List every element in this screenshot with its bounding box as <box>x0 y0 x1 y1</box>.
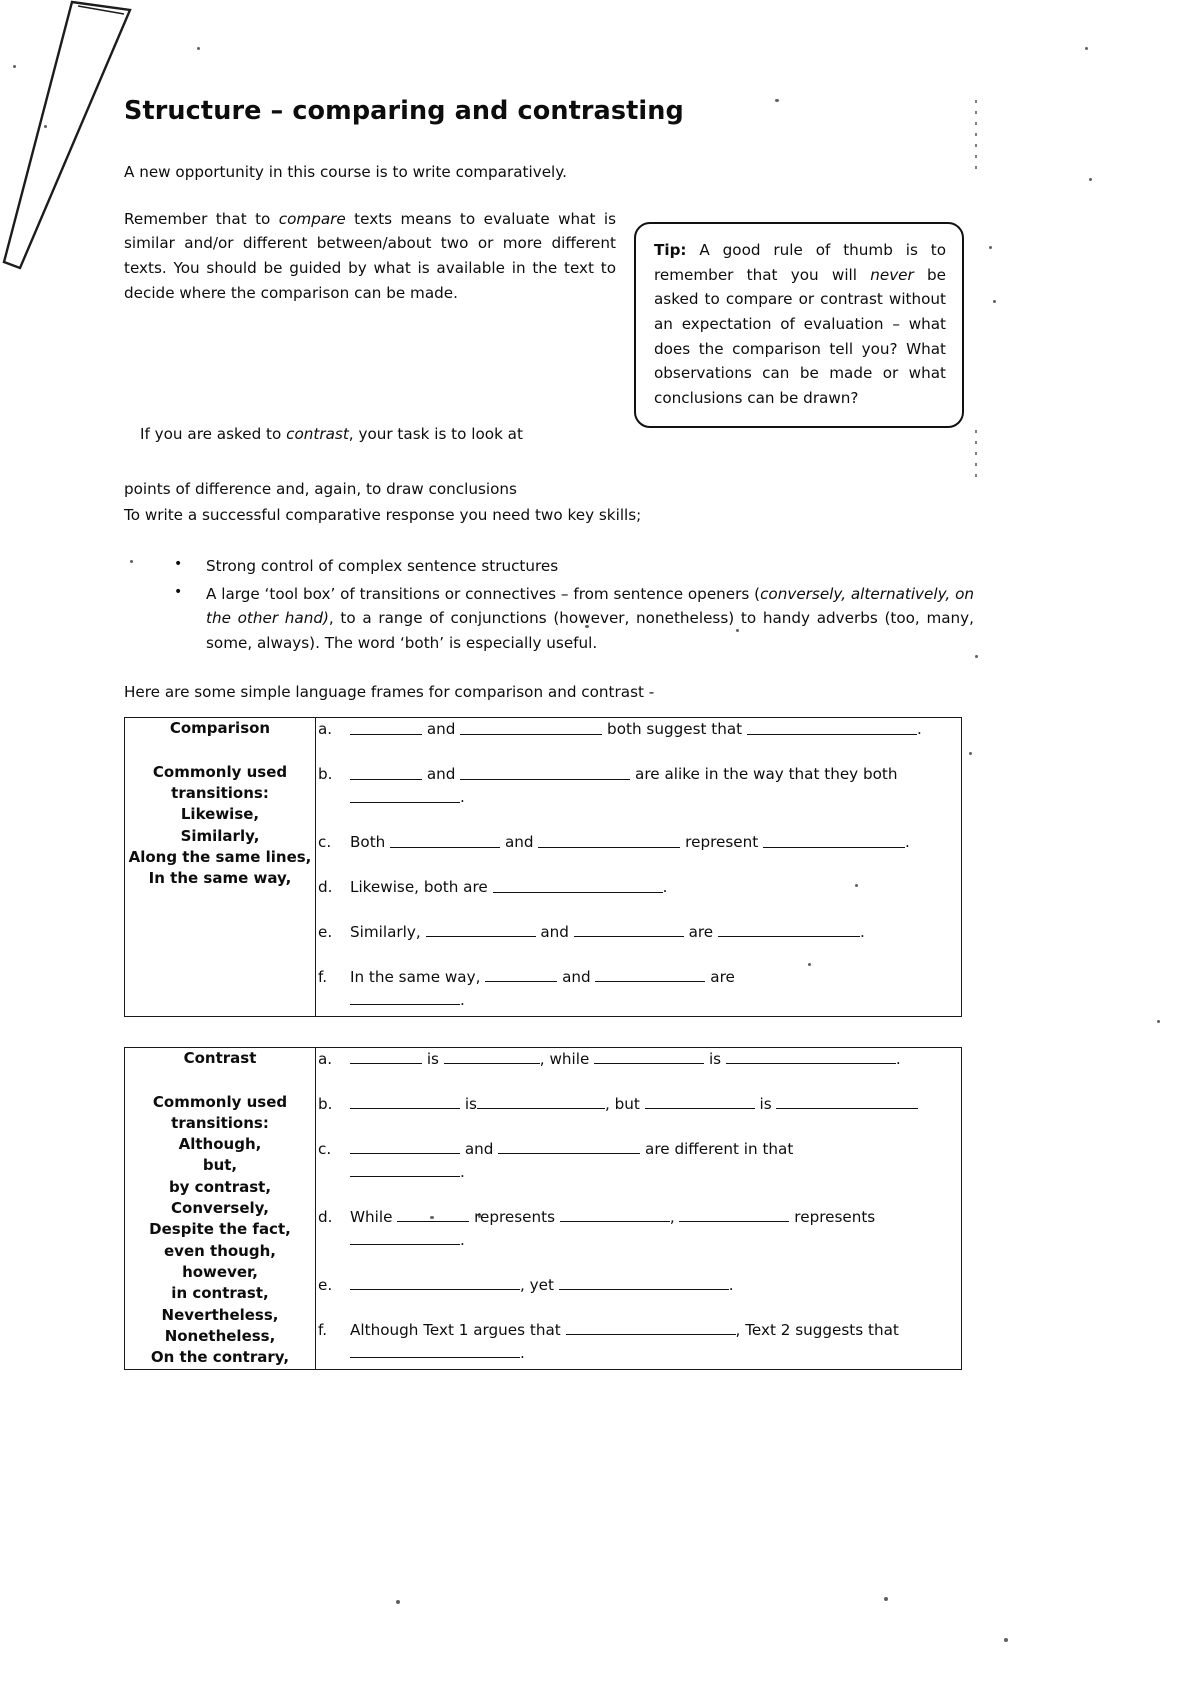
comparison-frame-list <box>316 718 961 1012</box>
frame-text: . <box>460 991 465 1010</box>
frame-marker: f. <box>318 968 328 987</box>
list-item <box>318 1093 961 1116</box>
contrast-transitions-heading-2: transitions: <box>171 1113 269 1132</box>
fill-blank[interactable] <box>350 763 422 779</box>
intro-section <box>124 160 974 410</box>
skill-emphasis: conversely, alternatively, on the other hand) <box>206 584 974 628</box>
intro-paragraph-3 <box>140 422 632 447</box>
frame-text: . <box>662 878 668 897</box>
scan-speck <box>197 47 200 50</box>
fill-blank[interactable] <box>595 966 705 982</box>
list-item <box>174 582 974 656</box>
scan-speck <box>44 125 47 128</box>
scan-speck <box>1004 1638 1008 1642</box>
fill-blank[interactable] <box>350 1274 520 1290</box>
frame-marker: d. <box>318 878 333 897</box>
contrast-transition-4: Despite the fact, <box>149 1220 291 1239</box>
intro-p2-part-b: texts means to evaluate what is similar and/or different between/about two or more different texts. You should be guided by what is available in the text to decide where the comparison can be made. <box>124 209 616 302</box>
fill-blank[interactable] <box>350 786 460 802</box>
frame-marker: d. <box>318 1208 333 1227</box>
frame-text: are alike in the way that they both <box>630 765 898 784</box>
list-item <box>318 1319 961 1365</box>
fill-blank[interactable] <box>566 1319 736 1335</box>
fill-blank[interactable] <box>645 1093 755 1109</box>
scan-speck <box>993 300 996 303</box>
frame-text: , while <box>539 1050 595 1069</box>
skill-text-b: , to a range of conjunctions (however, nonetheless) to handy adverbs (too, many, some, always). The word ‘both’ is especially useful. <box>206 609 974 652</box>
comparison-transition-3: In the same way, <box>148 869 292 888</box>
fill-blank[interactable] <box>747 718 917 734</box>
fill-blank[interactable] <box>350 989 460 1005</box>
list-item <box>318 831 961 854</box>
table-row <box>125 1048 962 1370</box>
tip-label: Tip: <box>654 241 687 259</box>
frame-text: represents <box>469 1208 560 1227</box>
table-gap <box>124 1017 974 1031</box>
frame-text: and <box>500 833 539 852</box>
frame-text: , but <box>604 1095 645 1114</box>
bullet-icon: • <box>174 583 183 600</box>
scan-speck <box>13 65 16 68</box>
frame-text: is <box>704 1050 726 1069</box>
tip-callout-box <box>634 222 964 428</box>
skill-text-a: A large ‘tool box’ of transitions or connectives – from sentence openers ( <box>206 584 761 603</box>
list-item <box>318 1138 961 1184</box>
contrast-transition-7: in contrast, <box>171 1284 269 1303</box>
comparison-transitions-heading-1: Commonly used <box>152 762 288 781</box>
frame-text: In the same way, <box>350 968 486 987</box>
frame-text: . <box>905 833 910 852</box>
frame-text: is <box>422 1050 444 1069</box>
fill-blank[interactable] <box>390 831 500 847</box>
fill-blank[interactable] <box>776 1093 918 1109</box>
frame-text: is <box>460 1095 477 1114</box>
list-item <box>318 718 961 741</box>
fill-blank[interactable] <box>477 1093 605 1109</box>
fill-blank[interactable] <box>594 1048 704 1064</box>
frame-text: . <box>728 1276 734 1295</box>
scan-speck <box>975 655 978 658</box>
list-item <box>174 554 974 579</box>
list-item <box>318 921 961 944</box>
tip-text-a: A good rule of thumb is to remember that you will <box>654 241 946 284</box>
frame-text: Likewise, both are <box>350 878 493 897</box>
frame-text: While <box>350 1208 398 1227</box>
contrast-transition-10: On the contrary, <box>150 1348 290 1367</box>
frame-text: are <box>705 968 735 987</box>
bullet-icon: • <box>174 555 183 572</box>
frame-text: represents <box>789 1208 876 1227</box>
frame-marker: b. <box>318 1095 333 1114</box>
fill-blank[interactable] <box>485 966 557 982</box>
contrast-transition-2: by contrast, <box>168 1177 272 1196</box>
frame-text: . <box>460 1163 465 1182</box>
frame-text: and <box>422 765 461 784</box>
comparison-transition-2: Along the same lines, <box>128 847 312 866</box>
frame-text: . <box>859 923 865 942</box>
intro-text-column <box>124 160 616 305</box>
contrast-transition-8: Nevertheless, <box>161 1305 279 1324</box>
page-title: Structure – comparing and contrasting <box>124 96 684 126</box>
frame-marker: a. <box>318 720 333 739</box>
frame-text: Both <box>350 833 391 852</box>
frame-marker: b. <box>318 765 333 784</box>
after-tip-text <box>124 422 974 528</box>
tip-emphasis: never <box>870 265 914 284</box>
list-item <box>318 763 961 809</box>
fill-blank[interactable] <box>426 921 536 937</box>
frame-marker: e. <box>318 1276 333 1295</box>
table-row <box>125 718 962 1017</box>
frame-text: , Text 2 suggests that <box>735 1321 899 1340</box>
frame-text: and <box>535 923 574 942</box>
frame-text: both suggest that <box>602 720 747 739</box>
frame-marker: c. <box>318 833 332 852</box>
list-item <box>318 1206 961 1252</box>
fill-blank[interactable] <box>560 1206 670 1222</box>
intro-paragraph-2 <box>124 207 616 306</box>
frame-text: represent <box>680 833 764 852</box>
fill-blank[interactable] <box>574 921 684 937</box>
frame-text: . <box>916 720 922 739</box>
key-skills-list <box>124 554 974 656</box>
frame-marker: a. <box>318 1050 333 1069</box>
contrast-category-cell <box>125 1048 316 1370</box>
contrast-transition-3: Conversely, <box>171 1199 269 1218</box>
fill-blank[interactable] <box>460 763 630 779</box>
frame-text: Although Text 1 argues that <box>350 1321 566 1340</box>
frame-text: , yet <box>520 1276 559 1295</box>
comparison-transition-1: Similarly, <box>180 826 260 845</box>
list-item <box>318 876 961 899</box>
contrast-transition-9: Nonetheless, <box>164 1326 276 1345</box>
contrast-transition-5: even though, <box>164 1241 276 1260</box>
scan-speck <box>1089 178 1092 181</box>
fill-blank[interactable] <box>350 718 422 734</box>
scan-speck <box>1085 47 1088 50</box>
scan-speck <box>396 1600 400 1604</box>
frames-lead-text: Here are some simple language frames for comparison and contrast - <box>124 683 655 702</box>
frame-marker: e. <box>318 923 333 942</box>
intro-paragraph-1: A new opportunity in this course is to write comparatively. <box>124 163 567 181</box>
intro-p3-emphasis: contrast <box>286 425 349 443</box>
intro-p3-part-a: If you are asked to <box>140 425 287 443</box>
frame-text: and <box>422 720 461 739</box>
tip-text-b: be asked to compare or contrast without an expectation of evaluation – what does the comparison tell you? What observations can be made or what conclusions can be drawn? <box>654 265 946 407</box>
fill-blank[interactable] <box>718 921 860 937</box>
comparison-frames-table <box>124 717 962 1017</box>
frame-text: , <box>669 1208 680 1227</box>
fill-blank[interactable] <box>538 831 680 847</box>
fill-blank[interactable] <box>559 1274 729 1290</box>
frame-text: . <box>460 1231 465 1250</box>
scan-dotted-line <box>975 100 977 170</box>
scan-speck <box>1157 1020 1160 1023</box>
comparison-transition-0: Likewise, <box>180 805 260 824</box>
intro-paragraph-5: To write a successful comparative response you need two key skills; <box>124 506 642 525</box>
scan-dotted-line <box>975 430 977 485</box>
comparison-frames-cell <box>316 718 962 1017</box>
intro-p3-part-b: , your task is to look at <box>348 425 523 443</box>
fill-blank[interactable] <box>350 1138 460 1154</box>
fill-blank[interactable] <box>350 1229 460 1245</box>
skill-text-a: Strong control of complex sentence structures <box>206 556 559 575</box>
frame-text: and <box>460 1140 499 1159</box>
intro-p2-emphasis: compare <box>278 209 346 228</box>
contrast-transition-1: but, <box>202 1156 238 1175</box>
list-item <box>318 1048 961 1071</box>
frame-text: Similarly, <box>350 923 426 942</box>
scan-speck <box>989 246 992 249</box>
comparison-category-cell <box>125 718 316 1017</box>
frame-marker: f. <box>318 1321 328 1340</box>
frame-text: . <box>460 788 465 807</box>
contrast-frame-list <box>316 1048 961 1365</box>
frame-text: is <box>754 1095 777 1114</box>
fill-blank[interactable] <box>397 1206 469 1222</box>
scan-speck <box>884 1597 888 1601</box>
frame-text: are different in that <box>640 1140 794 1159</box>
fill-blank[interactable] <box>350 1161 460 1177</box>
fill-blank[interactable] <box>763 831 905 847</box>
contrast-transition-0: Although, <box>178 1135 262 1154</box>
fill-blank[interactable] <box>679 1206 789 1222</box>
frame-text: . <box>520 1344 525 1363</box>
list-item <box>318 966 961 1012</box>
contrast-transition-6: however, <box>182 1262 258 1281</box>
contrast-frames-cell <box>316 1048 962 1370</box>
frame-text: . <box>895 1050 901 1069</box>
fill-blank[interactable] <box>350 1048 422 1064</box>
fill-blank[interactable] <box>493 876 663 892</box>
comparison-transitions-heading-2: transitions: <box>171 783 269 802</box>
fill-blank[interactable] <box>726 1048 896 1064</box>
frame-marker: c. <box>318 1140 332 1159</box>
frame-text: and <box>557 968 596 987</box>
list-item <box>318 1274 961 1297</box>
fill-blank[interactable] <box>498 1138 640 1154</box>
fill-blank[interactable] <box>350 1342 520 1358</box>
intro-p2-part-a: Remember that to <box>124 209 279 228</box>
fill-blank[interactable] <box>350 1093 460 1109</box>
intro-paragraph-4: points of difference and, again, to draw conclusions <box>124 479 517 498</box>
contrast-category-title: Contrast <box>183 1049 257 1068</box>
frame-text: are <box>683 923 718 942</box>
comparison-category-title: Comparison <box>169 719 271 738</box>
page-content <box>124 96 974 1370</box>
contrast-transitions-heading-1: Commonly used <box>152 1092 288 1111</box>
fill-blank[interactable] <box>444 1048 540 1064</box>
contrast-frames-table <box>124 1047 962 1370</box>
fill-blank[interactable] <box>460 718 602 734</box>
